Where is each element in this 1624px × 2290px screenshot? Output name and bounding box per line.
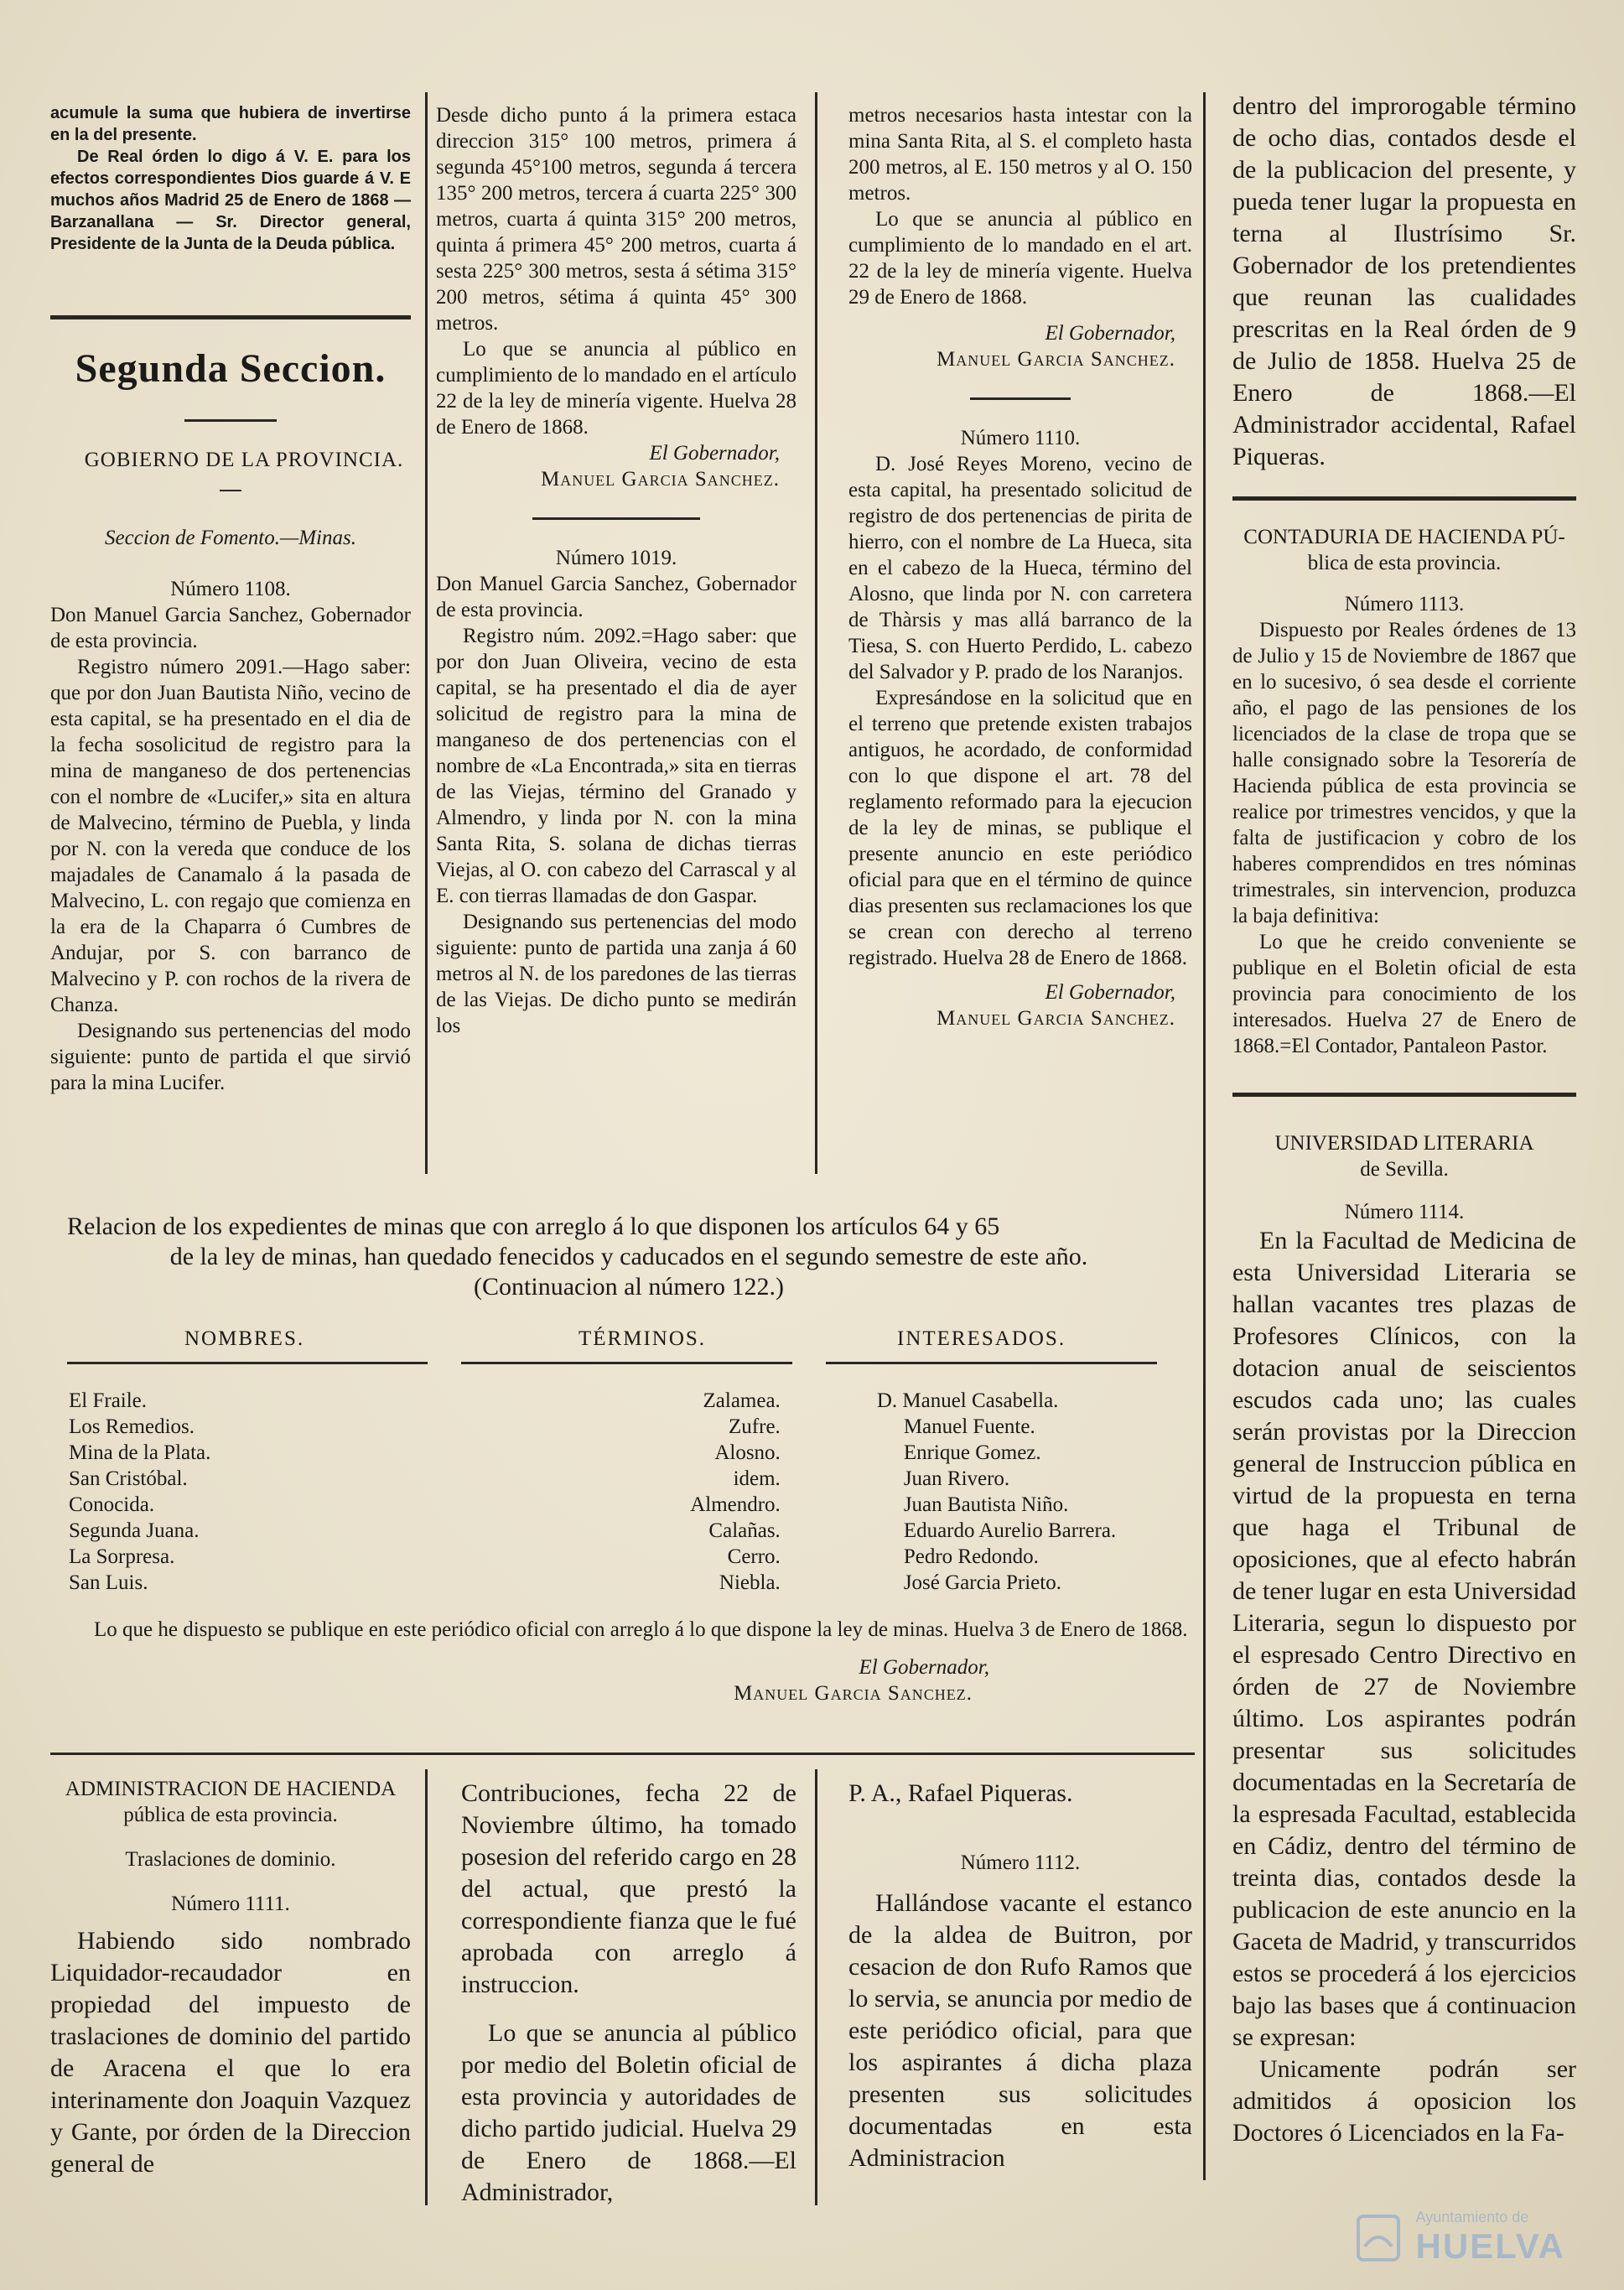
- mine-term: Niebla.: [719, 1571, 781, 1594]
- short-rule: [532, 517, 700, 520]
- table-row: [69, 1388, 1142, 1414]
- table-row: [69, 1492, 1142, 1518]
- subsection: Seccion de Fomento.—Minas.: [105, 527, 356, 549]
- signature-name: Manuel Garcia Sanchez.: [541, 468, 780, 491]
- column-3: metros necesarios hasta intestar con la mina Santa Rita, al S. el completo hasta 200 metros, al E. 150 metros y al O. 150 metros. Lo que se anuncia al público en cumplimiento de lo mandado en el art. 22 de la ley de minería vigente. Huelva 29 de Enero de 1868. El Gobernador, Manuel Garcia Sanchez. Número 1110. D. José Reyes Moreno, vecino de esta capital, ha presentado solicitud de registro de dos pertenencias de pirita de hierro, con el nombre de La Hueca, sita en el cabezo de la Hueca, término del Alosno, que linda por N. con carretera de Thàrsis y mas allá barranco de la Tiesa, S. con Huerto Perdido, L. cabezo del Salvador y P. prado de los Naranjos. Expresándose en la solicitud que en el terreno que pretende existen trabajos antiguos, he acordado, de conformidad con lo que dispone el art. 78 del reglamento reformado para la ejecucion de la ley de minas, se publique el presente anuncio en este periódico oficial para que en el término de quince dias presenten sus reclamaciones los que se crean con derecho al terreno registrado. Huelva 28 de Enero de 1868. El Gobernador, Manuel Garcia Sanchez.: [848, 104, 1192, 1030]
- signature-name: P. A., Rafael Piqueras.: [848, 1779, 1073, 1807]
- mine-name: Segunda Juana.: [69, 1519, 200, 1542]
- mines-report-heading: Relacion de los expedientes de minas que con arreglo á lo que disponen los artículos 64 y 65 de la ley de minas, han quedado fenecidos y caducados en el segundo semestre de este año. (Continuacion al número 122.): [67, 1213, 1088, 1301]
- column-1-body: Segunda Seccion. GOBIERNO DE LA PROVINCIA. Seccion de Fomento.—Minas. Número 1108. Don Manuel Garcia Sanchez, Gobernador de esta provincia. Registro número 2091.—Hago saber: que por don Juan Bautista Niño, vecino de esta capital, se ha presentado en el dia de la fecha sosolicitud de registro para la mina de manganeso de dos pertenencias con el nombre de «Lucifer,» sita en altura de Malvecino, término de Puebla, y linda por N. con la vereda que conduce de los majadales de Canamalo á la pasada de Malvecino, L. con regajo que comienza en la era de la Chaparra ó Cumbres de Andujar, por S. con barranco de Malvecino y P. con rochos de la rivera de Chanza. Designando sus pertenencias del modo siguiente: punto de partida el que sirvió para la mina Lucifer.: [50, 344, 411, 1096]
- divider: [50, 315, 411, 319]
- mine-name: Conocida.: [69, 1493, 155, 1516]
- column-4: dentro del improrogable término de ocho dias, contados desde el de la publicacion del presente, y pueda tener lugar la propuesta en terna al Ilustrísimo Sr. Gobernador de los pretendientes que reunan las cualidades prescritas en la Real órden de 9 de Julio de 1858. Huelva 25 de Enero de 1868.—El Administrador accidental, Rafael Piqueras. CONTADURIA DE HACIENDA PÚ- blica de esta provincia. Número 1113. Dispuesto por Reales órdenes de 13 de Julio y 15 de Noviembre de 1867 que en lo sucesivo, ó sea desde el corriente año, el pago de las pensiones de los licenciados de la clase de tropa que se halle consignado sobre la Tesorería de Hacienda pública de esta provincia se realice por trimestres vencidos, y que la falta de justificacion y cobro de los haberes comprendidos en tres nóminas trimestrales, sin intervencion, produzca la baja definitiva: Lo que he creido conveniente se publique en el Boletin oficial de esta provincia para conocimiento de los interesados. Huelva 27 de Enero de 1868.=El Contador, Pantaleon Pastor. UNIVERSIDAD LITERARIA de Sevilla. Número 1114. En la Facultad de Medicina de esta Universidad Literaria se hallan vacantes tres plazas de Profesores Clínicos, con la dotacion anual de seiscientos escudos cada uno; las cuales serán provistas por la Direccion general de Instruccion pública en virtud de la propuesta en terna que haga el Tribunal de oposiciones, que al efecto habrán de tener lugar en esta Universidad Literaria, segun lo dispuesto por el espresado Centro Directivo en órden de 27 de Noviembre último. Los aspirantes podrán presentar sus solicitudes documentadas en la Secretaría de la espresada Facultad, establecida en Cádiz, dentro del término de treinta dias, contados desde la publicacion de este anuncio en la Gaceta de Madrid, y transcurridos estos se procederá á los ejercicios bajo las bases que á continuacion se expresan: Unicamente podrán ser admitidos á oposicion los Doctores ó Licenciados en la Fa-: [1232, 92, 1576, 2147]
- notice-number: Número 1110.: [960, 427, 1081, 449]
- signature-name: Manuel Garcia Sanchez.: [734, 1682, 973, 1705]
- divider: [1232, 496, 1576, 501]
- column-header-nombres: NOMBRES.: [184, 1327, 305, 1350]
- table-row: [69, 1544, 1142, 1570]
- notice-number: Número 1111.: [171, 1893, 290, 1915]
- mine-name: Los Remedios.: [69, 1415, 195, 1438]
- column-1: [50, 102, 411, 255]
- mine-term: Zalamea.: [703, 1389, 781, 1412]
- gov-title: GOBIERNO DE LA PROVINCIA.: [84, 449, 404, 471]
- signature-title: El Gobernador,: [859, 1656, 989, 1679]
- short-rule: [970, 397, 1071, 400]
- mine-interested: Eduardo Aurelio Barrera.: [903, 1519, 1117, 1542]
- column-rule: [815, 92, 817, 1174]
- mine-term: idem.: [733, 1467, 781, 1490]
- mine-interested: Manuel Fuente.: [903, 1415, 1035, 1438]
- table-row: [69, 1466, 1142, 1492]
- mine-interested: José Garcia Prieto.: [903, 1571, 1061, 1594]
- header-rule: [67, 1362, 428, 1364]
- signature-title: El Gobernador,: [649, 442, 780, 465]
- column-rule: [425, 92, 428, 1174]
- mine-term: Cerro.: [727, 1545, 781, 1568]
- subsection: Traslaciones de dominio.: [125, 1848, 336, 1871]
- shield-icon: [1353, 2213, 1403, 2263]
- mine-interested: D. Manuel Casabella.: [876, 1389, 1059, 1412]
- notice-number: Número 1113.: [1344, 593, 1465, 615]
- mine-term: Calañas.: [708, 1519, 781, 1542]
- mine-interested: Enrique Gomez.: [903, 1441, 1041, 1464]
- header-rule: [461, 1362, 792, 1364]
- mine-name: El Fraile.: [69, 1389, 148, 1412]
- table-row: [69, 1414, 1142, 1440]
- huelva-logo: Ayuntamiento de HUELVA: [1353, 2209, 1565, 2267]
- short-rule: [184, 419, 277, 422]
- mine-term: Almendro.: [690, 1493, 781, 1516]
- column-header-interesados: INTERESADOS.: [897, 1327, 1066, 1350]
- col1-intro: acumule la suma que hubiera de invertirse en la del presente. De Real órden lo digo á V. E. para los efectos correspondientes Dios guarde á V. E muchos años Madrid 25 de Enero de 1868 —Barzanallana — Sr. Director general, Presidente de la Junta de la Deuda pública.: [50, 104, 411, 253]
- bottom-column-2: Contribuciones, fecha 22 de Noviembre último, ha tomado posesion del referido cargo en 28 del actual, que prestó la correspondiente fianza que le fué aprobada con arreglo á instruccion. Lo que se anuncia al público por medio del Boletin oficial de esta provincia y autoridades de dicho partido judicial. Huelva 29 de Enero de 1868.—El Administrador,: [461, 1779, 796, 2206]
- mine-name: San Luis.: [69, 1571, 148, 1594]
- mines-table: [69, 1388, 1142, 1596]
- mine-name: La Sorpresa.: [69, 1545, 175, 1568]
- signature-title: El Gobernador,: [1045, 981, 1175, 1004]
- bottom-column-3: P. A., Rafael Piqueras. Número 1112. Hallándose vacante el estanco de la aldea de Buitron, por cesacion de don Rufo Ramos que lo servia, se anuncia por medio de este periódico oficial, para que los aspirantes á dicha plaza presenten sus solicitudes documentadas en esta Administracion: [848, 1779, 1192, 2172]
- signature-name: Manuel Garcia Sanchez.: [937, 1007, 1175, 1030]
- column-rule: [1203, 1174, 1206, 2180]
- header-rule: [826, 1362, 1157, 1364]
- section-head: ADMINISTRACION DE HACIENDA: [65, 1778, 397, 1800]
- section-head: CONTADURIA DE HACIENDA PÚ-: [1243, 526, 1565, 548]
- mine-name: San Cristóbal.: [69, 1467, 188, 1490]
- section-title: Segunda Seccion.: [75, 346, 387, 391]
- column-2: Desde dicho punto á la primera estaca direccion 315° 100 metros, primera á segunda 45°100 metros, segunda á tercera 135° 200 metros, tercera á cuarta 225° 300 metros, cuarta á quinta 315° 200 metros, quinta á primera 45° 200 metros, cuarta á sesta 225° 300 metros, sesta á sétima 315° 200 metros, sétima á quinta 45° 300 metros. Lo que se anuncia al público en cumplimiento de lo mandado en el artículo 22 de la ley de minería vigente. Huelva 28 de Enero de 1868. El Gobernador, Manuel Garcia Sanchez. Número 1019. Don Manuel Garcia Sanchez, Gobernador de esta provincia. Registro núm. 2092.=Hago saber: que por don Juan Oliveira, vecino de esta capital, se ha presentado el dia de ayer solicitud de registro para la mina de manganeso de dos pertenencias con el nombre de «La Encontrada,» sita en tierras de las Viejas, término del Granado y Almendro, y linda por N. con la mina Santa Rita, S. solana de dichas tierras Viejas, al O. con cabezo del Carrascal y al E. con tierras llamadas de don Gaspar. Designando sus pertenencias del modo siguiente: punto de partida una zanja á 60 metros al N. de los paredones de las tierras de las Viejas. De dicho punto se medirán los: [436, 104, 796, 1037]
- signature-name: Manuel Garcia Sanchez.: [937, 348, 1175, 371]
- column-header-terminos: TÉRMINOS.: [579, 1327, 707, 1350]
- mine-name: Mina de la Plata.: [69, 1441, 211, 1464]
- mine-interested: Juan Bautista Niño.: [903, 1493, 1069, 1516]
- divider: [50, 1753, 1195, 1755]
- bottom-column-1: ADMINISTRACION DE HACIENDA pública de esta provincia. Traslaciones de dominio. Número 1111. Habiendo sido nombrado Liquidador-recaudador en propiedad del impuesto de traslaciones de dominio del partido de Aracena el que lo era interinamente don Joaquin Vazquez y Gante, por órden de la Direccion general de: [50, 1778, 411, 2178]
- table-row: [69, 1518, 1142, 1544]
- notice-number: Número 1019.: [555, 547, 677, 569]
- mine-term: Alosno.: [714, 1441, 781, 1464]
- notice-number: Número 1108.: [170, 578, 291, 600]
- table-row: [69, 1570, 1142, 1596]
- signature-title: El Gobernador,: [1045, 322, 1175, 345]
- column-rule: [1203, 92, 1206, 1174]
- mines-report-closing: Lo que he dispuesto se publique en este periódico oficial con arreglo á lo que dispone la ley de minas. Huelva 3 de Enero de 1868. El Gobernador, Manuel Garcia Sanchez.: [67, 1617, 1191, 1706]
- mine-interested: Pedro Redondo.: [903, 1545, 1039, 1568]
- column-rule: [425, 1769, 428, 2205]
- divider: [1232, 1093, 1576, 1097]
- notice-number: Número 1114.: [1344, 1201, 1465, 1223]
- dash: [220, 490, 241, 491]
- column-rule: [815, 1769, 817, 2205]
- mine-term: Zufre.: [729, 1415, 781, 1438]
- notice-number: Número 1112.: [960, 1851, 1081, 1874]
- section-head: UNIVERSIDAD LITERARIA: [1274, 1132, 1534, 1155]
- table-row: [69, 1440, 1142, 1466]
- mine-interested: Juan Rivero.: [903, 1467, 1010, 1490]
